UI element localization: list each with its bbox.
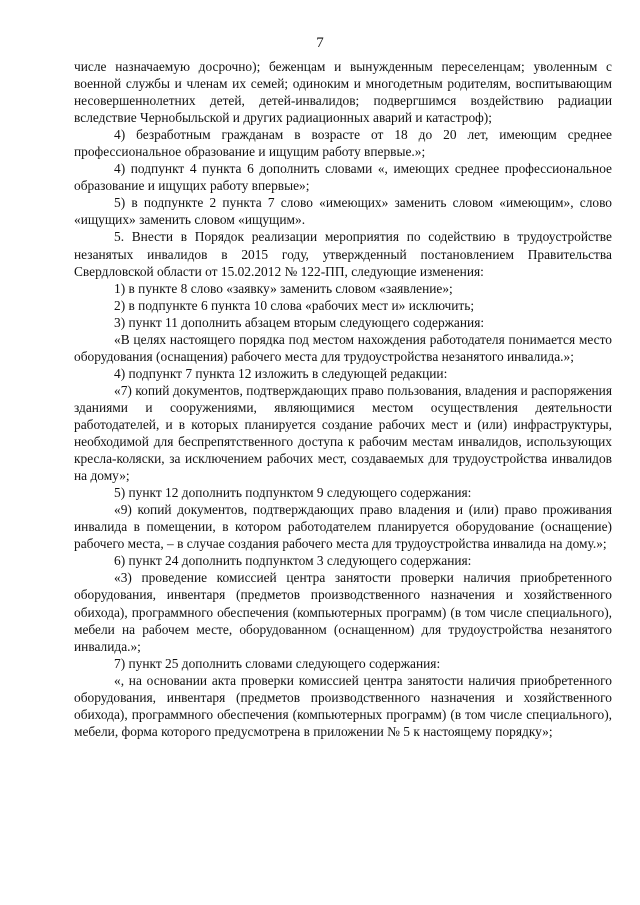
paragraph: 4) безработным гражданам в возрасте от 18 до 20 лет, имеющим среднее профессиональное образование и ищущим работу впервые.»; [74,127,612,160]
paragraph: «В целях настоящего порядка под местом нахождения работодателя понимается место оборудования (оснащения) рабочего места для трудоустройства незанятого инвалида.»; [74,331,612,364]
paragraph: 3) пункт 11 дополнить абзацем вторым следующего содержания: [114,314,485,330]
paragraph: 2) в подпункте 6 пункта 10 слова «рабочих мест и» исключить; [114,297,475,313]
paragraph: 1) в пункте 8 слово «заявку» заменить словом «заявление»; [114,280,453,296]
paragraph-continuation: числе назначаемую досрочно); беженцам и вынужденным переселенцам; уволенным с военной службы и членам их семей; одиноким и многодетным родителям, воспитывающим несовершеннолетних детей, детей-инвалидов; подвергшимся воздействию радиации вследствие Чернобыльской и других радиационных аварий и катастроф); [74,59,612,126]
paragraph: 4) подпункт 4 пункта 6 дополнить словами «, имеющих среднее профессиональное образование и ищущих работу впервые»; [74,161,612,194]
paragraph: 5) в подпункте 2 пункта 7 слово «имеющих» заменить словом «имеющим», слово «ищущих» заменить словом «ищущим». [74,195,612,228]
paragraph: «3) проведение комиссией центра занятости проверки наличия приобретенного оборудования, инвентаря (предметов производственного назначения и хозяйственного обихода), программного обеспечения (компьютерных программ) (в том числе специального), мебели на рабочем месте, оборудованном (оснащенном) для трудоустройства незанятого инвалида.»; [74,570,612,654]
paragraph: «, на основании акта проверки комиссией центра занятости наличия приобретенного оборудования, инвентаря (предметов производственного назначения и хозяйственного обихода), программного обеспечения (компьютерных программ) (в том числе специального), мебели, форма которого предусмотрена в приложении № 5 к настоящему порядку»; [74,672,612,739]
paragraph: 4) подпункт 7 пункта 12 изложить в следующей редакции: [114,365,448,381]
paragraph: 5) пункт 12 дополнить подпунктом 9 следующего содержания: [114,485,472,501]
paragraph: «7) копий документов, подтверждающих право пользования, владения и распоряжения зданиями и сооружениями, являющимися местом осуществления деятельности работодателей, и в которых планируется создание рабочих мест и (или) инфраструктуры, необходимой для беспрепятственного доступа к рабочим местам инвалидов, использующих кресла-коляски, за исключением рабочих мест, создаваемых для трудоустройства инвалидов на дому»; [74,382,612,484]
paragraph: 7) пункт 25 дополнить словами следующего содержания: [114,655,441,671]
document-body [74,58,612,740]
paragraph: «9) копий документов, подтверждающих право владения и (или) право проживания инвалида в помещении, в котором работодателем планируется оборудование (оснащение) рабочего места, – в случае создания рабочего места для трудоустройства инвалида на дому.»; [74,502,612,552]
paragraph: 6) пункт 24 дополнить подпунктом 3 следующего содержания: [114,553,472,569]
page-number: 7 [316,35,324,51]
paragraph: 5. Внести в Порядок реализации мероприятия по содействию в трудоустройстве незанятых инвалидов в 2015 году, утвержденный постановлением Правительства Свердловской области от 15.02.2012 № 122-ПП, следующие изменения: [74,229,612,279]
